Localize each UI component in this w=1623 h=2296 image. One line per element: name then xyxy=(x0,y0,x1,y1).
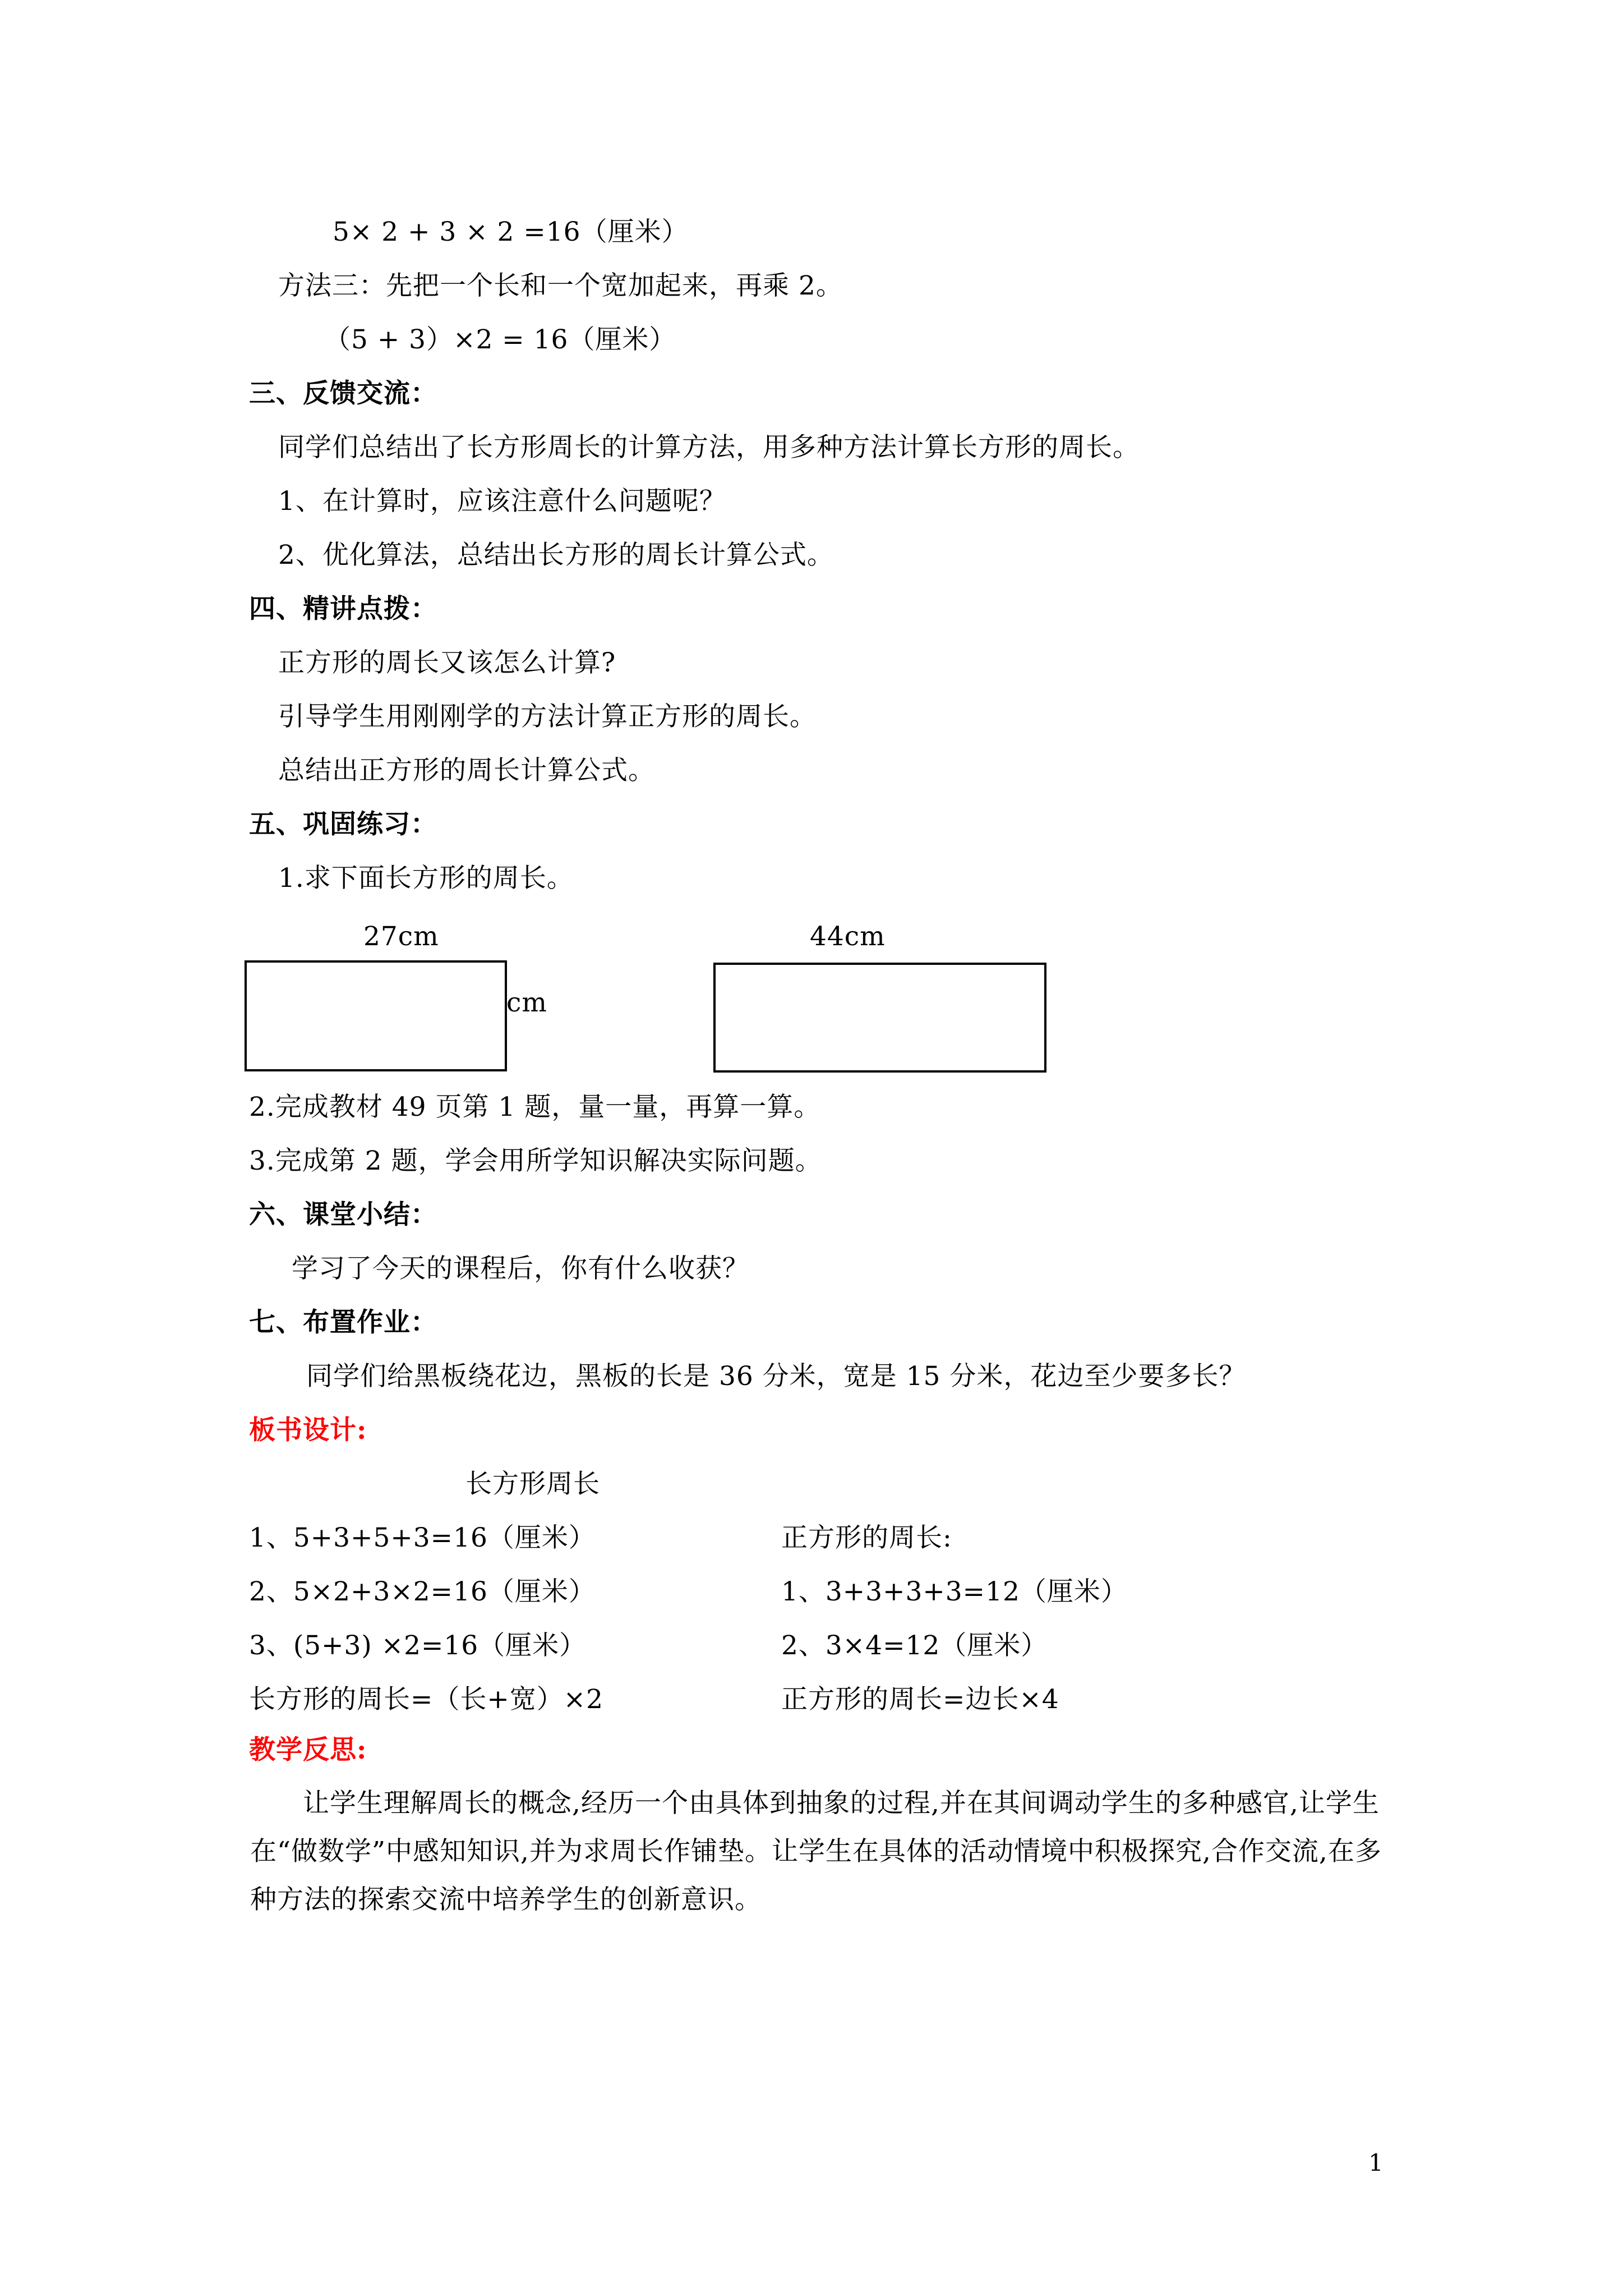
reflection-paragraph: 让学生理解周长的概念,经历一个由具体到抽象的过程,并在其间调动学生的多种感官,让学生在“做数学”中感知知识,并为求周长作铺垫。让学生在具体的活动情境中积极探究,合作交流,在多种方法的探索交流中培养学生的创新意识。 xyxy=(250,1788,1382,1915)
board-right-formula: 正方形的周长=边长×4 xyxy=(781,1684,1059,1715)
explanation-line-3: 总结出正方形的周长计算公式。 xyxy=(278,755,655,786)
formula-method-two: 5× 2 + 3 × 2 =16（厘米） xyxy=(333,217,689,247)
board-left-line-3: 3、(5+3) ×2=16（厘米） xyxy=(249,1630,587,1661)
reflection-heading: 教学反思: xyxy=(249,1734,367,1765)
homework-text: 同学们给黑板绕花边，黑板的长是 36 分米，宽是 15 分米，花边至少要多长？ xyxy=(306,1361,1246,1392)
feedback-item-1: 1、在计算时，应该注意什么问题呢？ xyxy=(278,486,726,517)
section-heading-practice: 五、巩固练习： xyxy=(249,809,437,840)
board-left-line-1: 1、5+3+5+3=16（厘米） xyxy=(249,1522,596,1553)
practice-item-2: 2.完成教材 49 页第 1 题，量一量，再算一算。 xyxy=(249,1092,821,1122)
board-left-line-2: 2、5×2+3×2=16（厘米） xyxy=(249,1576,596,1607)
summary-question: 学习了今天的课程后，你有什么收获？ xyxy=(292,1253,749,1284)
explanation-line-2: 引导学生用刚刚学的方法计算正方形的周长。 xyxy=(278,701,817,732)
section-heading-homework: 七、布置作业： xyxy=(249,1307,437,1338)
exercise-rectangle-1 xyxy=(245,960,507,1071)
board-right-line-1: 正方形的周长: xyxy=(781,1522,952,1553)
feedback-paragraph: 同学们总结出了长方形周长的计算方法，用多种方法计算长方形的周长。 xyxy=(278,432,1140,463)
exercise-rectangle-2 xyxy=(713,963,1046,1073)
formula-method-three: （5 + 3）×2 = 16（厘米） xyxy=(324,324,676,355)
page-number: 1 xyxy=(1368,2149,1384,2177)
practice-item-3: 3.完成第 2 题，学会用所学知识解决实际问题。 xyxy=(249,1145,822,1176)
board-design-heading: 板书设计: xyxy=(249,1415,367,1446)
board-right-line-2: 1、3+3+3+3=12（厘米） xyxy=(781,1576,1128,1607)
rect1-top-label: 27cm xyxy=(363,921,439,952)
board-left-formula: 长方形的周长=（长+宽）×2 xyxy=(249,1684,604,1715)
rect2-top-label: 44cm xyxy=(810,921,886,952)
section-heading-explanation: 四、精讲点拨： xyxy=(249,593,437,624)
section-heading-feedback: 三、反馈交流： xyxy=(249,378,437,409)
board-right-line-3: 2、3×4=12（厘米） xyxy=(781,1630,1048,1661)
section-heading-summary: 六、课堂小结： xyxy=(249,1199,437,1230)
practice-item-1: 1.求下面长方形的周长。 xyxy=(278,863,574,894)
feedback-item-2: 2、优化算法，总结出长方形的周长计算公式。 xyxy=(278,540,834,570)
explanation-line-1: 正方形的周长又该怎么计算? xyxy=(278,647,616,678)
method-three-text: 方法三：先把一个长和一个宽加起来，再乘 2。 xyxy=(278,270,843,301)
board-title: 长方形周长 xyxy=(465,1469,600,1499)
rect1-side-label: cm xyxy=(506,987,547,1018)
